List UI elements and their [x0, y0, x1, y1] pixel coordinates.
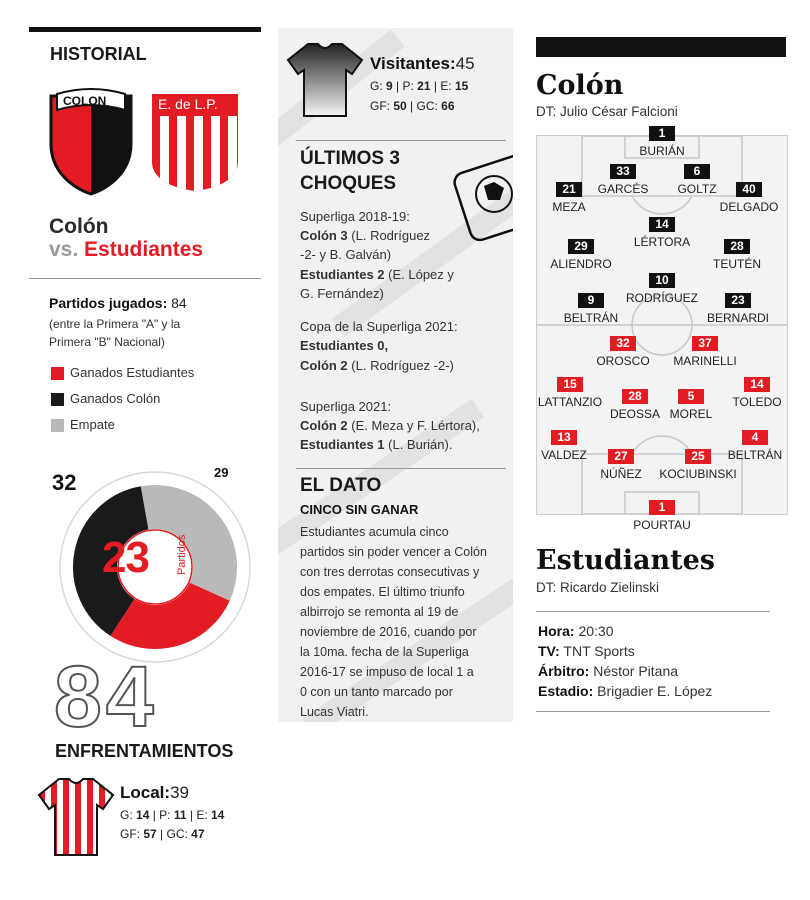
local-stats-2	[120, 827, 205, 841]
estudiantes-dt: DT: Ricardo Zielinski	[536, 580, 660, 595]
historial-divider	[29, 278, 261, 279]
team-away-title: Estudiantes	[84, 238, 204, 261]
estudiantes-player	[628, 498, 696, 532]
hora-label: Hora:	[538, 623, 575, 639]
stat-part: 9	[386, 79, 393, 93]
player-name: TOLEDO	[732, 395, 782, 409]
middle-column	[278, 28, 513, 722]
colon-crest	[47, 88, 135, 196]
match1-away: Estudiantes 2	[300, 267, 385, 282]
arbitro-label: Árbitro:	[538, 663, 590, 679]
legend-colon: Ganados Colón	[70, 391, 161, 406]
player-number: 25	[685, 449, 711, 464]
player-number: 1	[649, 126, 675, 141]
info-estadio	[538, 683, 712, 699]
colon-team-name: Colón	[536, 70, 624, 101]
stat-part: | P:	[149, 808, 174, 822]
match2-away: Colón 2	[300, 358, 348, 373]
played-note-1: (entre la Primera "A" y la	[49, 317, 181, 331]
donut-colon-value: 32	[52, 470, 77, 495]
match2-comp: Copa de la Superliga 2021:	[300, 319, 458, 334]
player-number: 28	[622, 389, 648, 404]
dato-title: EL DATO	[300, 475, 382, 496]
dato-subtitle: CINCO SIN GANAR	[300, 502, 419, 517]
player-number: 15	[557, 377, 583, 392]
player-number: 33	[610, 164, 636, 179]
player-number: 32	[610, 336, 636, 351]
historial-top-rule	[29, 27, 261, 32]
dato-body	[300, 522, 510, 722]
stat-part: 21	[417, 79, 431, 93]
estudiantes-player	[667, 334, 743, 368]
match1-home-scorers: (L. Rodríguez	[347, 228, 431, 243]
colon-player	[703, 291, 773, 325]
stat-part: | GC:	[156, 827, 192, 841]
estudiantes-player	[605, 387, 665, 421]
player-name: TEUTÉN	[713, 257, 761, 271]
player-name: GOLTZ	[677, 182, 717, 196]
match1-away-scorers: (E. López y	[384, 267, 454, 282]
player-number: 29	[568, 239, 594, 254]
dato-line: albirrojo se remonta al 19 de	[300, 605, 459, 619]
stat-part: 14	[136, 808, 150, 822]
arbitro-value: Néstor Pitana	[589, 663, 679, 679]
estudiantes-player	[537, 428, 591, 462]
stat-part: 57	[143, 827, 157, 841]
stat-part: | E:	[186, 808, 211, 822]
player-name: MOREL	[669, 407, 713, 421]
donut-empate-value: 29	[214, 465, 229, 480]
stat-part: 11	[173, 808, 187, 822]
colon-player	[632, 124, 692, 158]
player-name: MARINELLI	[673, 354, 737, 368]
match1-line4: G. Fernández)	[300, 286, 384, 301]
lineups-top-bar	[536, 37, 786, 57]
local-stats-1	[120, 808, 224, 822]
played-note-2: Primera "B" Nacional)	[49, 335, 165, 349]
total-number: 84	[54, 649, 158, 745]
estudiantes-player	[537, 375, 603, 409]
hora-value: 20:30	[574, 623, 614, 639]
colon-dt: DT: Julio César Falcioni	[536, 104, 678, 119]
total-label: ENFRENTAMIENTOS	[55, 741, 234, 761]
local-line	[120, 783, 189, 803]
colon-player	[593, 162, 653, 196]
stat-part: | P:	[392, 79, 418, 93]
player-name: BELTRÁN	[563, 311, 619, 325]
info-hora	[538, 623, 614, 639]
colon-player	[561, 291, 621, 325]
ball-field-icon	[444, 146, 513, 256]
match3-home: Colón 2	[300, 418, 348, 433]
dato-line: la 10ma. fecha de la Superliga	[300, 645, 469, 659]
colon-player	[707, 237, 767, 271]
player-name: KOCIUBINSKI	[659, 467, 737, 481]
visitantes-label: Visitantes:	[370, 54, 456, 73]
player-name: RODRÍGUEZ	[626, 291, 698, 305]
legend-swatch-colon	[51, 393, 64, 406]
stat-part: 50	[393, 99, 407, 113]
donut-center-label: Partidos	[176, 534, 188, 575]
donut-center-number: 23	[102, 533, 149, 582]
player-number: 37	[692, 336, 718, 351]
estudiantes-player	[723, 428, 787, 462]
colon-player	[632, 215, 692, 249]
match1-line3	[300, 266, 454, 284]
player-number: 1	[649, 500, 675, 515]
player-name: GARCÉS	[597, 182, 649, 196]
tv-value: TNT Sports	[559, 643, 635, 659]
legend-empate: Empate	[70, 417, 115, 432]
player-number: 28	[724, 239, 750, 254]
stat-part: 66	[441, 99, 455, 113]
dato-line: partidos sin poder vencer a Colón	[300, 545, 487, 559]
tv-label: TV:	[538, 643, 560, 659]
dato-line: con tres derrotas consecutivas y	[300, 565, 480, 579]
estudiantes-player	[593, 334, 653, 368]
player-number: 40	[736, 182, 762, 197]
player-name: LATTANZIO	[537, 395, 603, 409]
local-jersey-icon	[37, 775, 115, 857]
player-name: NÚÑEZ	[600, 467, 642, 481]
colon-player	[622, 271, 702, 305]
stat-part: G:	[370, 79, 387, 93]
visitantes-value: 45	[455, 54, 475, 73]
match3-comp: Superliga 2021:	[300, 399, 392, 414]
stat-part: | E:	[430, 79, 455, 93]
player-number: 5	[678, 389, 704, 404]
colon-player	[539, 180, 599, 214]
info-divider-top	[536, 611, 770, 612]
dato-line: Estudiantes acumula cinco	[300, 525, 449, 539]
player-number: 6	[684, 164, 710, 179]
player-number: 21	[556, 182, 582, 197]
match2-home: Estudiantes 0,	[300, 338, 389, 353]
player-name: BERNARDI	[706, 311, 769, 325]
legend-estudiantes: Ganados Estudiantes	[70, 365, 195, 380]
played-label: Partidos jugados:	[49, 295, 168, 311]
match3-line1	[300, 417, 480, 435]
player-number: 27	[608, 449, 634, 464]
colon-crest-text: COLON	[63, 94, 107, 108]
ultimos-title-1: ÚLTIMOS 3	[300, 148, 400, 169]
stat-part: 14	[211, 808, 225, 822]
estudiantes-crest	[150, 92, 240, 192]
estudiantes-crest-text: E. de L.P.	[158, 96, 218, 112]
match1-line2: -2- y B. Galván)	[300, 247, 392, 262]
estadio-label: Estadio:	[538, 683, 594, 699]
info-divider-bottom	[536, 711, 770, 712]
team-home-title: Colón	[49, 215, 109, 238]
dato-line: 2016-17 se impuso de local 1 a	[300, 665, 474, 679]
match1-line1	[300, 227, 430, 245]
stat-part: GF:	[120, 827, 144, 841]
middle-divider-2	[296, 468, 506, 469]
stat-part: 47	[191, 827, 205, 841]
historial-title: HISTORIAL	[50, 44, 147, 64]
dato-line: 0 con un tanto marcado por	[300, 685, 453, 699]
legend-swatch-estudiantes	[51, 367, 64, 380]
player-number: 23	[725, 293, 751, 308]
player-name: DELGADO	[719, 200, 779, 214]
estudiantes-team-name: Estudiantes	[536, 545, 715, 576]
visitantes-line	[370, 54, 475, 74]
middle-divider-1	[296, 140, 506, 141]
match3-home-scorers: (E. Meza y F. Lértora),	[347, 418, 480, 433]
match2-line2	[300, 357, 454, 375]
player-number: 9	[578, 293, 604, 308]
player-number: 13	[551, 430, 577, 445]
player-number: 14	[649, 217, 675, 232]
player-name: BURIÁN	[639, 144, 685, 158]
estudiantes-player	[727, 375, 787, 409]
match2-line1	[300, 337, 388, 355]
estadio-value: Brigadier E. López	[593, 683, 713, 699]
player-name: MEZA	[552, 200, 586, 214]
stat-part: G:	[120, 808, 137, 822]
player-number: 4	[742, 430, 768, 445]
player-name: OROSCO	[596, 354, 650, 368]
dato-line: Lucas Viatri.	[300, 705, 369, 719]
stat-part: 15	[455, 79, 469, 93]
match3-away: Estudiantes 1	[300, 437, 385, 452]
match1-home: Colón 3	[300, 228, 348, 243]
local-value: 39	[170, 783, 189, 802]
football-pitch	[536, 126, 788, 532]
info-tv	[538, 643, 635, 659]
dato-line: noviembre de 2016, cuando por	[300, 625, 477, 639]
visitantes-stats-2	[370, 99, 455, 113]
ultimos-title-2: CHOQUES	[300, 173, 397, 194]
match2-away-scorers: (L. Rodríguez -2-)	[347, 358, 454, 373]
player-number: 10	[649, 273, 675, 288]
player-number: 14	[744, 377, 770, 392]
stat-part: | GC:	[406, 99, 442, 113]
match1-comp: Superliga 2018-19:	[300, 209, 410, 224]
local-label: Local:	[120, 783, 171, 802]
visitantes-jersey-icon	[286, 40, 364, 120]
dato-line: dos empates. El último triunfo	[300, 585, 465, 599]
estudiantes-player	[661, 387, 721, 421]
vs-text: vs.	[49, 238, 79, 261]
info-arbitro	[538, 663, 678, 679]
match3-line2	[300, 436, 452, 454]
vs-line	[49, 238, 203, 262]
stat-part: GF:	[370, 99, 394, 113]
visitantes-stats-1	[370, 79, 468, 93]
player-name: BELTRÁN	[727, 448, 783, 462]
player-name: LÉRTORA	[633, 235, 691, 249]
match3-away-scorers: (L. Burián).	[384, 437, 453, 452]
player-name: DEOSSA	[609, 407, 660, 421]
player-name: ALIENDRO	[550, 257, 612, 271]
played-value: 84	[171, 295, 187, 311]
colon-player	[549, 237, 613, 271]
player-name: VALDEZ	[541, 448, 587, 462]
colon-player	[717, 180, 781, 214]
played-line	[49, 295, 187, 311]
player-name: POURTAU	[633, 518, 691, 532]
estudiantes-player	[591, 447, 651, 481]
legend-swatch-empate	[51, 419, 64, 432]
